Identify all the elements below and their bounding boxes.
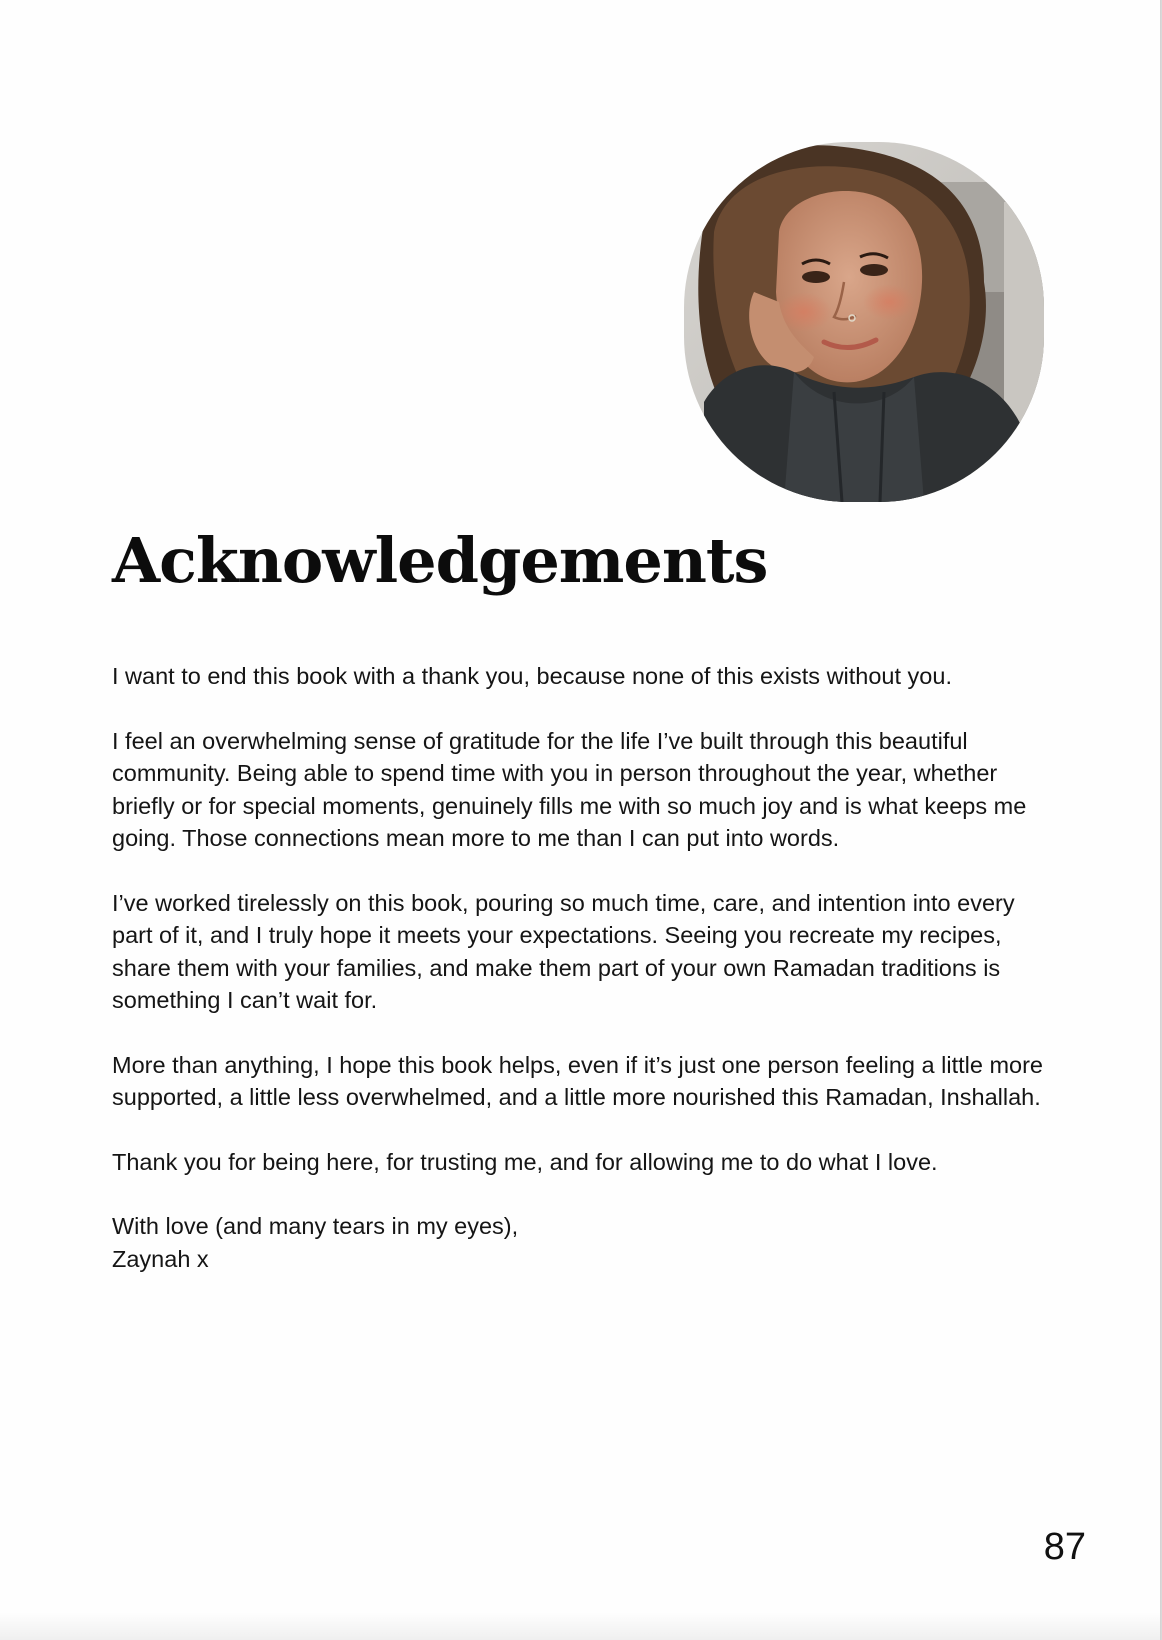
paragraph-intro: I want to end this book with a thank you, because none of this exists without you. bbox=[112, 663, 952, 689]
paragraph-thanks: Thank you for being here, for trusting me, and for allowing me to do what I love. bbox=[112, 1148, 938, 1175]
signoff bbox=[112, 1210, 1052, 1275]
signoff-line: With love (and many tears in my eyes), bbox=[112, 1213, 519, 1239]
signature: Zaynah x bbox=[112, 1245, 209, 1272]
page-title: Acknowledgements bbox=[112, 524, 768, 597]
page-number: 87 bbox=[1043, 1526, 1086, 1568]
paragraph-book-effort: I’ve worked tirelessly on this book, pouring so much time, care, and intention into every part of it, and I truly hope it meets your expectations. Seeing you recreate my recipes, share them with your families, and make them part of your own Ramadan traditions is something I can’t wait for. bbox=[112, 889, 1015, 1013]
paragraph-gratitude: I feel an overwhelming sense of gratitude for the life I’ve built through this beautiful community. Being able to spend time with you in person throughout the year, whether briefly or for special moments, genuinely fills me with so much joy and is what keeps me going. Those connections mean more to me than I can put into words. bbox=[112, 727, 1027, 851]
author-portrait bbox=[684, 142, 1044, 502]
page-bottom-shadow bbox=[0, 1612, 1160, 1640]
acknowledgements-body bbox=[112, 660, 1052, 1275]
paragraph-hope: More than anything, I hope this book helps, even if it’s just one person feeling a little more supported, a little less overwhelmed, and a little more nourished this Ramadan, Inshallah. bbox=[112, 1051, 1043, 1110]
